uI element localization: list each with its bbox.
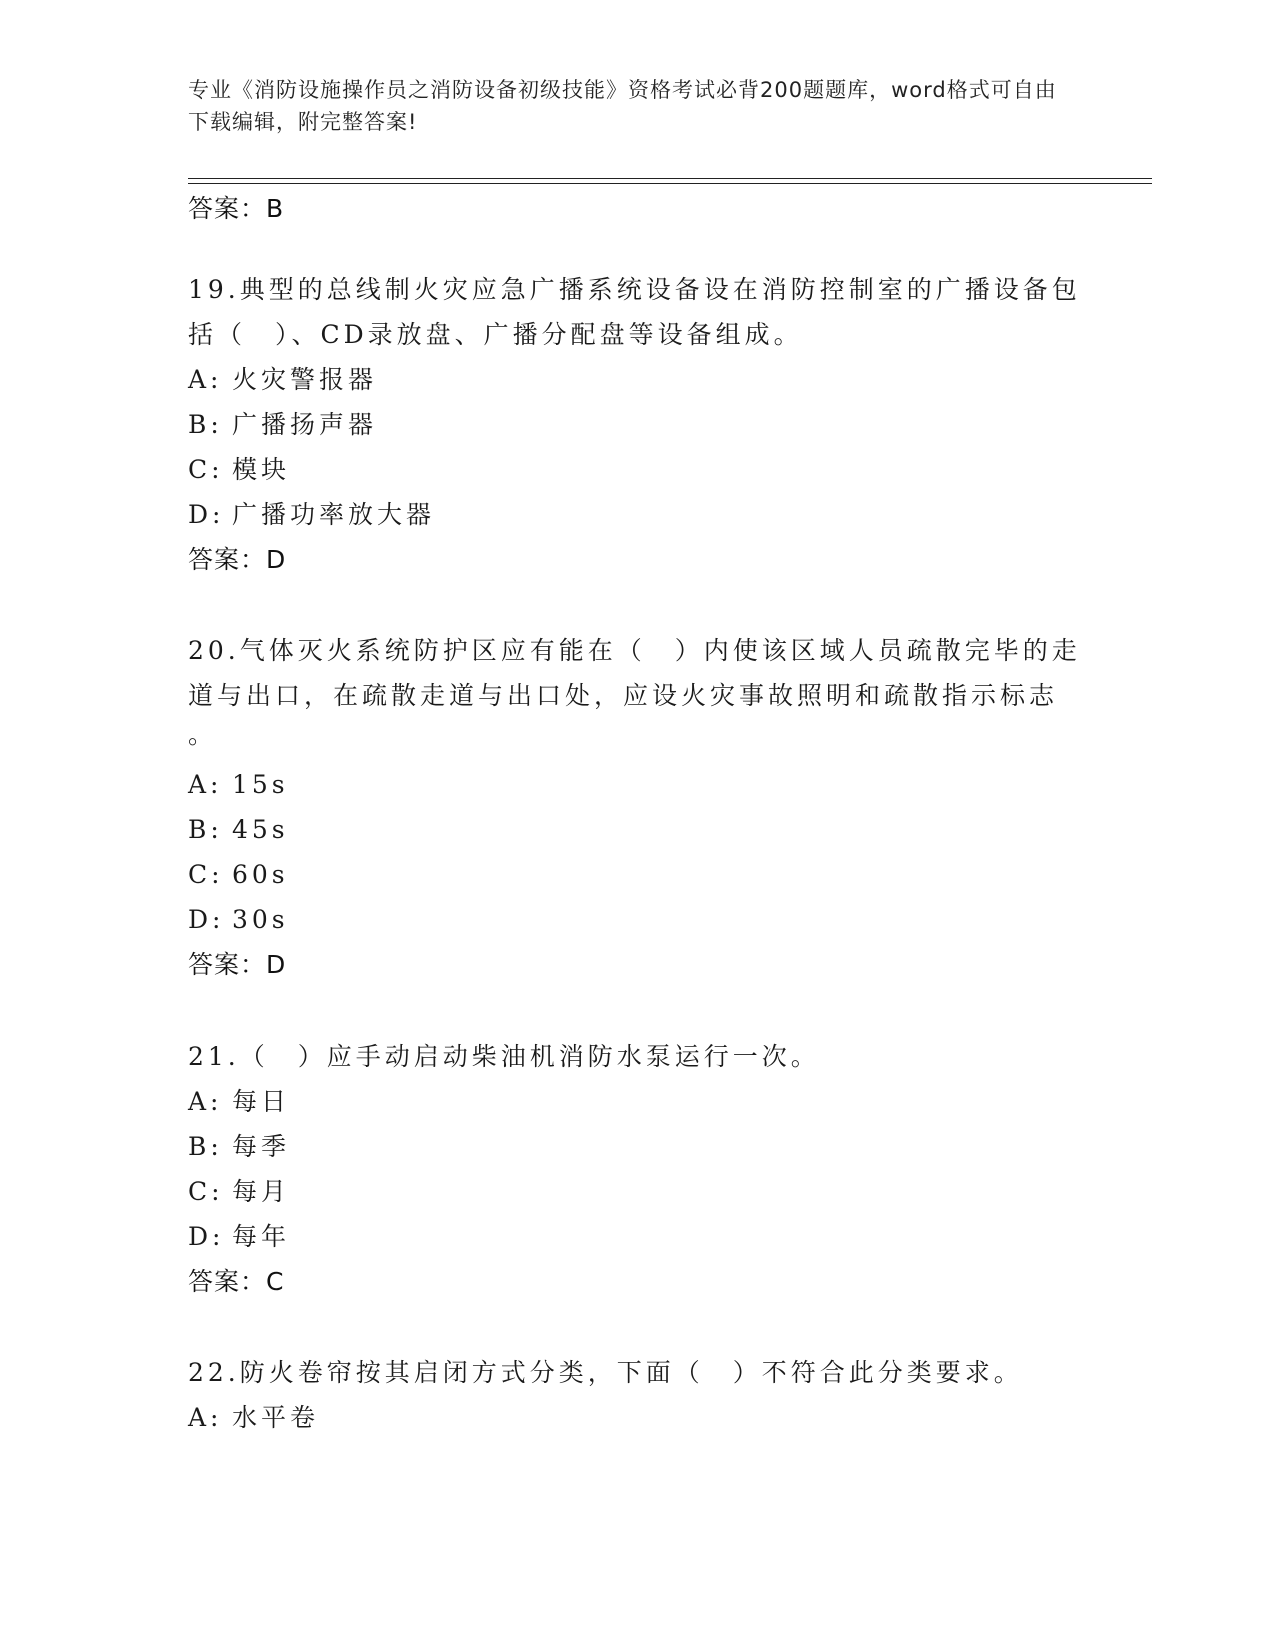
header-divider-bottom [188,183,1152,184]
question-20-option-b: B: 45s [188,815,289,844]
previous-answer: 答案：B [188,194,285,223]
question-21-option-a: A: 每日 [188,1087,291,1116]
question-21-option-d: D: 每年 [188,1222,291,1251]
question-19-option-c: C: 模块 [188,455,291,484]
question-20-stem-line-3: 。 [188,720,218,749]
question-19-stem-line-1: 19.典型的总线制火灾应急广播系统设备设在消防控制室的广播设备包 [188,275,1081,304]
header-divider-top [188,178,1152,179]
question-19-option-d: D: 广播功率放大器 [188,500,436,529]
question-19-option-b: B: 广播扬声器 [188,410,378,439]
question-19-answer: 答案：D [188,545,287,574]
question-22-option-a: A: 水平卷 [188,1403,320,1432]
page-header: 专业《消防设施操作员之消防设备初级技能》资格考试必背200题题库，word格式可自由下载编辑，附完整答案! [188,78,1057,134]
question-20-stem-line-2: 道与出口，在疏散走道与出口处，应设火灾事故照明和疏散指示标志 [188,681,1059,710]
question-21-stem-line-1: 21.（ ）应手动启动柴油机消防水泵运行一次。 [188,1042,820,1071]
question-21-option-b: B: 每季 [188,1132,291,1161]
question-21-answer: 答案：C [188,1267,285,1296]
question-20-stem-line-1: 20.气体灭火系统防护区应有能在（ ）内使该区域人员疏散完毕的走 [188,636,1081,665]
question-20-option-d: D: 30s [188,905,289,934]
question-19-stem-line-2: 括（ ）、CD录放盘、广播分配盘等设备组成。 [188,320,803,349]
question-19-option-a: A: 火灾警报器 [188,365,378,394]
question-20-option-c: C: 60s [188,860,289,889]
question-21-option-c: C: 每月 [188,1177,291,1206]
question-20-answer: 答案：D [188,950,287,979]
question-20-option-a: A: 15s [188,770,289,799]
question-22-stem-line-1: 22.防火卷帘按其启闭方式分类，下面（ ）不符合此分类要求。 [188,1358,1023,1387]
